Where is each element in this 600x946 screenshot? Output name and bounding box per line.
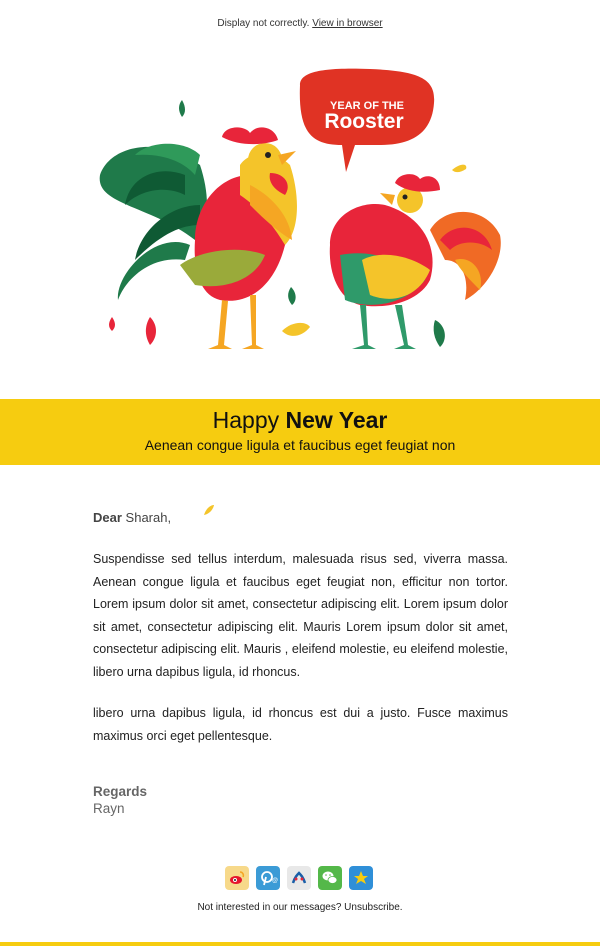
greeting-bold: Dear: [93, 510, 122, 525]
display-notice-text: Display not correctly.: [217, 18, 310, 29]
bubble-line1: YEAR OF THE: [330, 100, 404, 112]
banner-title: [0, 407, 600, 433]
rooster-illustration: [0, 55, 600, 375]
qzone-icon[interactable]: [349, 866, 373, 890]
svg-text:@: @: [272, 878, 279, 884]
letter-paragraph-2: libero urna dapibus ligula, id rhoncus est dui a justo. Fusce maximus maximus orci eget pellentesque.: [93, 706, 508, 743]
leaf-icon: [202, 503, 216, 517]
bubble-line2: Rooster: [324, 110, 404, 133]
weibo-icon[interactable]: [225, 866, 249, 890]
greeting-name: Sharah,: [125, 510, 172, 525]
view-in-browser-link[interactable]: View in browser: [312, 18, 383, 29]
speech-bubble: [300, 69, 434, 172]
banner-title-regular: Happy: [212, 407, 280, 433]
wechat-icon[interactable]: [318, 866, 342, 890]
unsubscribe-link[interactable]: Not interested in our messages? Unsubscribe.: [197, 902, 403, 913]
social-links: [225, 866, 375, 890]
footer-accent-bar: [0, 942, 600, 946]
banner-subtitle: Aenean congue ligula et faucibus eget feugiat non: [144, 437, 456, 453]
signature: Rayn: [93, 801, 125, 816]
letter-paragraph-1: Suspendisse sed tellus interdum, malesuada risus sed, viverra massa. Aenean congue ligula et faucibus eget feugiat non, efficitur non tortor. Lorem ipsum dolor sit amet, consectetur adipiscing elit. Lorem ipsum dolor sit amet, consectetur adipiscing elit. Mauris Lorem ipsum dolor sit amet, consectetur adipiscing elit. Mauris , eleifend molestie, eu eleifend molestie, libero urna dapibus ligula, id rhoncus.: [93, 552, 508, 679]
pinterest-icon[interactable]: [256, 866, 280, 890]
new-year-banner: [0, 399, 600, 465]
renren-icon[interactable]: [287, 866, 311, 890]
small-rooster: [330, 174, 501, 349]
header-notice: [0, 18, 600, 29]
regards-label: Regards: [93, 784, 148, 799]
greeting: [93, 510, 508, 525]
regards-block: [93, 783, 147, 817]
banner-title-bold: New Year: [285, 407, 388, 433]
big-rooster: [100, 127, 297, 349]
